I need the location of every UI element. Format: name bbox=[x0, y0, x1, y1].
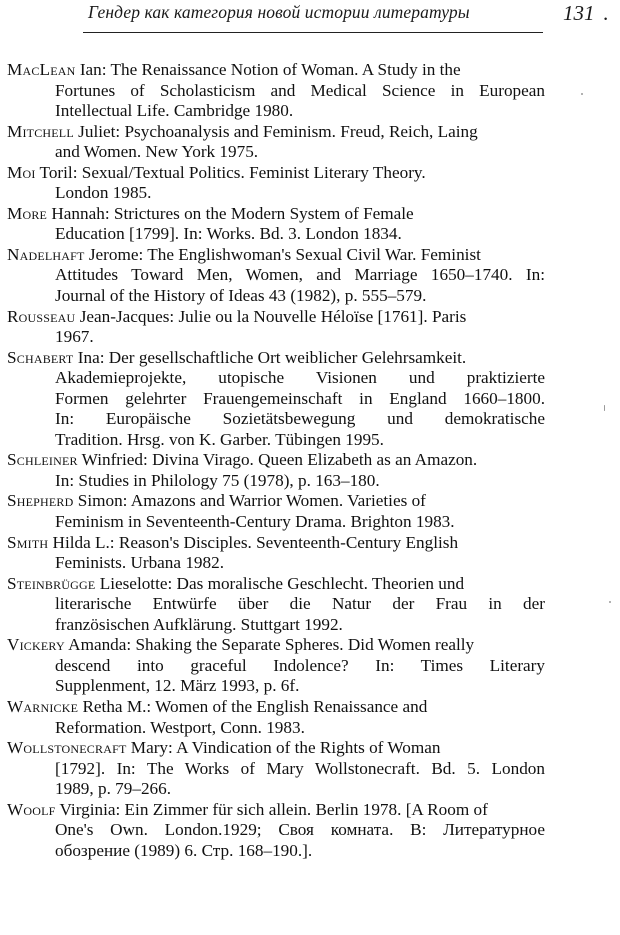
entry-first-line bbox=[7, 491, 545, 512]
bibliography-entry bbox=[7, 307, 545, 348]
entry-first-line bbox=[7, 450, 545, 471]
entry-first-line bbox=[7, 163, 545, 184]
entry-text: Simon: Amazons and Warrior Women. Varieties of bbox=[73, 491, 426, 511]
bibliography-entry bbox=[7, 245, 545, 307]
entry-text: Ina: Der gesellschaftliche Ort weiblicher Gelehrsamkeit. bbox=[73, 347, 467, 367]
entry-first-line bbox=[7, 60, 545, 81]
entry-author: Smith bbox=[7, 532, 49, 552]
bibliography-entry bbox=[7, 450, 545, 491]
entry-line: Akademieprojekte, utopische Visionen und praktizierte bbox=[55, 368, 545, 388]
entry-text: Retha M.: Women of the English Renaissance and bbox=[78, 696, 428, 716]
entry-author: Nadelhaft bbox=[7, 244, 85, 264]
entry-text: Winfried: Divina Virago. Queen Elizabeth as an Amazon. bbox=[77, 450, 478, 470]
entry-author: MacLean bbox=[7, 60, 76, 79]
entry-text: Hilda L.: Reason's Disciples. Seventeenth-Century English bbox=[48, 532, 459, 552]
entry-first-line bbox=[7, 307, 545, 328]
bibliography-entry bbox=[7, 574, 545, 636]
entry-line: Tradition. Hrsg. von K. Garber. Tübingen 1995. bbox=[55, 429, 384, 449]
entry-author: Shepherd bbox=[7, 491, 74, 511]
entry-text: Hannah: Strictures on the Modern System of Female bbox=[47, 203, 414, 223]
bibliography-entry bbox=[7, 738, 545, 800]
entry-author: Wollstonecraft bbox=[7, 738, 127, 758]
scan-speck bbox=[581, 93, 583, 95]
entry-text: Jerome: The Englishwoman's Sexual Civil War. Feminist bbox=[84, 244, 481, 264]
entry-first-line bbox=[7, 245, 545, 266]
entry-text: Ian: The Renaissance Notion of Woman. A Study in the bbox=[75, 60, 461, 79]
entry-first-line bbox=[7, 574, 545, 595]
bibliography-entry bbox=[7, 491, 545, 532]
entry-text: Juliet: Psychoanalysis and Feminism. Freud, Reich, Laing bbox=[73, 121, 478, 141]
entry-author: Schabert bbox=[7, 347, 74, 367]
entry-line: Supplenment, 12. März 1993, p. 6f. bbox=[55, 676, 300, 696]
entry-line: Journal of the History of Ideas 43 (1982), p. 555–579. bbox=[55, 286, 427, 306]
entry-first-line bbox=[7, 800, 545, 821]
entry-line: Education [1799]. In: Works. Bd. 3. London 1834. bbox=[55, 224, 402, 244]
entry-first-line bbox=[7, 533, 545, 554]
entry-first-line bbox=[7, 738, 545, 759]
entry-line: 1989, p. 79–266. bbox=[55, 779, 172, 799]
entry-line: In: Studies in Philology 75 (1978), p. 163–180. bbox=[55, 470, 380, 490]
entry-line: In: Europäische Sozietätsbewegung und demokratische bbox=[55, 409, 545, 429]
entry-text: Toril: Sexual/Textual Politics. Feminist Literary Theory. bbox=[35, 162, 426, 182]
bibliography-entry bbox=[7, 697, 545, 738]
entry-text: Lieselotte: Das moralische Geschlecht. Theorien und bbox=[95, 573, 465, 593]
entry-text: Virginia: Ein Zimmer für sich allein. Berlin 1978. [A Room of bbox=[55, 799, 488, 819]
entry-line: Intellectual Life. Cambridge 1980. bbox=[55, 101, 294, 121]
entry-line: обозрение (1989) 6. Стр. 168–190.]. bbox=[55, 840, 313, 860]
page-number-mark: . bbox=[603, 1, 609, 25]
entry-first-line bbox=[7, 697, 545, 718]
entry-first-line bbox=[7, 348, 545, 369]
page-number: 131 bbox=[563, 1, 595, 25]
bibliography-entry bbox=[7, 635, 545, 697]
bibliography-entry bbox=[7, 122, 545, 163]
scan-speck bbox=[609, 601, 611, 603]
entry-text: Mary: A Vindication of the Rights of Woman bbox=[126, 738, 441, 758]
bibliography-entry bbox=[7, 60, 545, 122]
entry-author: Rousseau bbox=[7, 306, 76, 326]
entry-author: Woolf bbox=[7, 799, 56, 819]
entry-line: One's Own. London.1929; Своя комната. В: Литературное bbox=[55, 820, 545, 840]
entry-text: Amanda: Shaking the Separate Spheres. Did Women really bbox=[64, 635, 475, 655]
bibliography-list bbox=[7, 60, 545, 861]
bibliography-entry bbox=[7, 204, 545, 245]
entry-line: Formen gelehrter Frauengemeinschaft in England 1660–1800. bbox=[55, 388, 545, 408]
entry-author: Vickery bbox=[7, 635, 65, 655]
entry-line: [1792]. In: The Works of Mary Wollstonecraft. Bd. 5. London bbox=[55, 758, 545, 778]
bibliography-entry bbox=[7, 348, 545, 451]
entry-line: Feminists. Urbana 1982. bbox=[55, 553, 224, 573]
entry-line: and Women. New York 1975. bbox=[55, 142, 259, 162]
entry-line: Attitudes Toward Men, Women, and Marriage 1650–1740. In: bbox=[55, 265, 545, 285]
bibliography-entry bbox=[7, 163, 545, 204]
entry-line: 1967. bbox=[55, 327, 94, 347]
running-head-title: Гендер как категория новой истории литературы bbox=[88, 2, 470, 22]
entry-first-line bbox=[7, 635, 545, 656]
bibliography-entry bbox=[7, 533, 545, 574]
entry-line: Fortunes of Scholasticism and Medical Science in European bbox=[55, 80, 545, 100]
entry-line: Feminism in Seventeenth-Century Drama. Brighton 1983. bbox=[55, 512, 455, 532]
entry-author: Schleiner bbox=[7, 450, 78, 470]
entry-text: Jean-Jacques: Julie ou la Nouvelle Héloïse [1761]. Paris bbox=[75, 306, 467, 326]
entry-first-line bbox=[7, 204, 545, 225]
entry-author: Steinbrügge bbox=[7, 573, 96, 593]
entry-author: Mitchell bbox=[7, 121, 74, 141]
entry-author: More bbox=[7, 203, 48, 223]
entry-line: französischen Aufklärung. Stuttgart 1992. bbox=[55, 614, 343, 634]
entry-line: Reformation. Westport, Conn. 1983. bbox=[55, 717, 305, 737]
bibliography-entry bbox=[7, 800, 545, 862]
entry-first-line bbox=[7, 122, 545, 143]
scan-speck bbox=[604, 405, 605, 411]
entry-author: Moi bbox=[7, 162, 36, 182]
entry-line: descend into graceful Indolence? In: Times Literary bbox=[55, 655, 545, 675]
entry-author: Warnicke bbox=[7, 696, 79, 716]
entry-line: literarische Entwürfe über die Natur der Frau in der bbox=[55, 594, 545, 614]
entry-line: London 1985. bbox=[55, 183, 152, 203]
header-rule bbox=[83, 32, 543, 33]
